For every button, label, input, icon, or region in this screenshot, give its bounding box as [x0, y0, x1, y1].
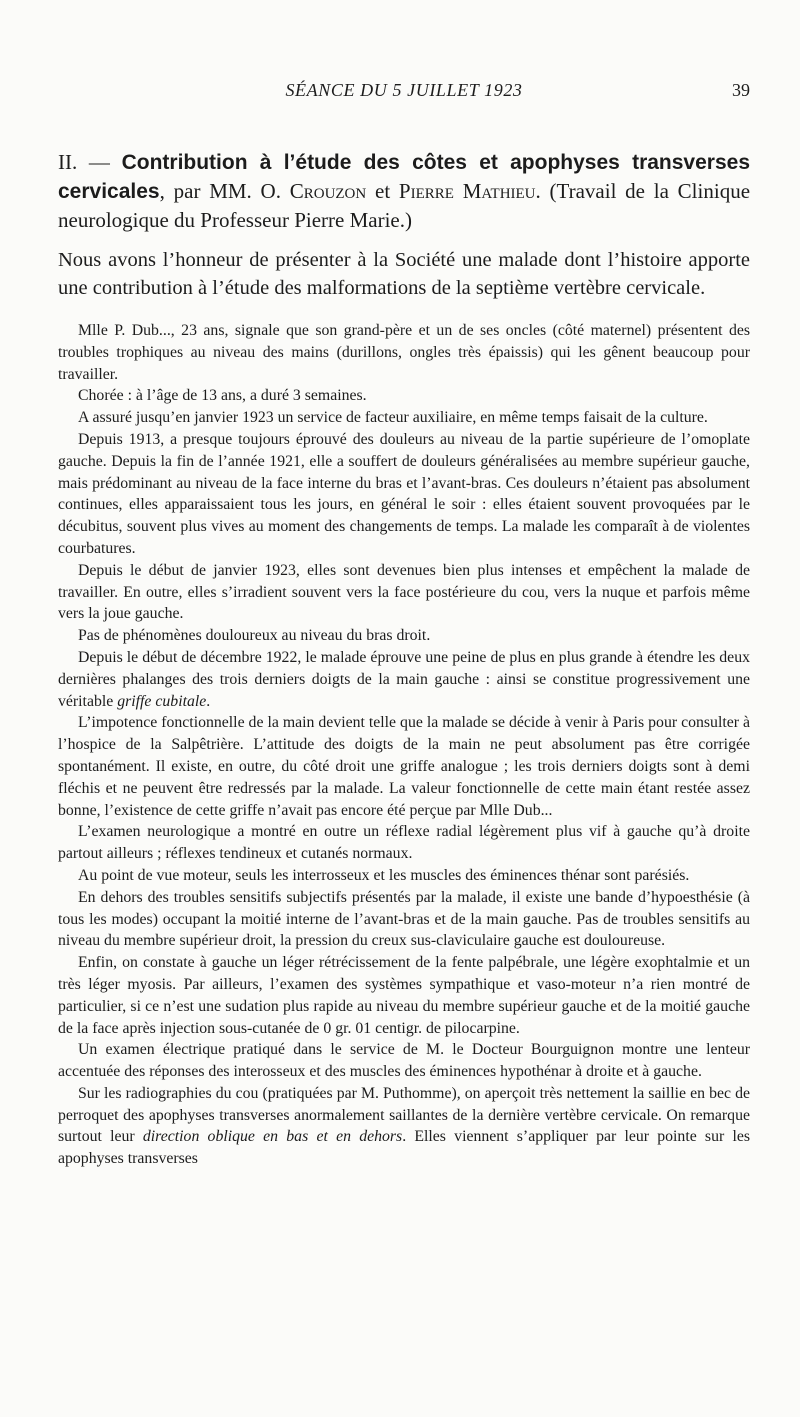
paragraph-text: L’examen neurologique a montré en outre un réflexe radial légèrement plus vif à gauche qu’à droite partout ailleurs ; réflexes tendineux et cutanés normaux. [58, 823, 750, 863]
paragraph-text: Chorée : à l’âge de 13 ans, a duré 3 semaines. [78, 387, 367, 405]
article [58, 148, 750, 1170]
paragraph-text: Depuis le début de décembre 1922, le malade éprouve une peine de plus en plus grande à étendre les deux dernières phalanges des trois derniers doigts de la main gauche : ainsi se constitue progressivement une véritable [58, 648, 750, 710]
paragraph-text: L’impotence fonctionnelle de la main devient telle que la malade se décide à venir à Paris pour consulter à l’hospice de la Salpêtrière. L’attitude des doigts de la main ne peut absolument pas être corrigée spontanément. Il existe, en outre, du côté droit une griffe analogue ; les trois derniers doigts sont à demi fléchis et ne peuvent être redressés par la malade. La valeur fonctionnelle de cette main étant restée assez bonne, l’existence de cette griffe n’avait pas encore été perçue par Mlle Dub... [58, 714, 750, 819]
body-paragraph [58, 952, 750, 1039]
paragraph-text: Sur les radiographies du cou (pratiquées par M. Puthomme), on aperçoit très nettement la saillie en bec de perroquet des apophyses transverses anormalement saillantes de la dernière vertèbre cervicale. On remarque surtout leur [58, 1084, 750, 1146]
body-paragraph [58, 560, 750, 625]
section-numeral: II. — [58, 150, 122, 174]
body-paragraph [58, 1039, 750, 1083]
body-paragraph [58, 407, 750, 429]
authors-mid: et [366, 179, 399, 203]
article-heading [58, 148, 750, 234]
italic-emphasis: direction oblique en bas et en dehors [142, 1128, 403, 1146]
author-mathieu: Pierre Mathieu [398, 179, 536, 203]
running-head [58, 80, 750, 102]
body-paragraph [58, 821, 750, 865]
body-paragraph [58, 887, 750, 952]
case-report-body [58, 320, 750, 1170]
body-paragraph [58, 647, 750, 712]
body-paragraph [58, 865, 750, 887]
body-paragraph [58, 1083, 750, 1170]
paragraph-text: Un examen électrique pratiqué dans le service de M. le Docteur Bourguignon montre une lenteur accentuée des réponses des interosseux et des muscles des éminences hypothénar à droite et à gauche. [58, 1041, 750, 1081]
paragraph-text: Depuis 1913, a presque toujours éprouvé des douleurs au niveau de la partie supérieure de l’omoplate gauche. Depuis la fin de l’année 1921, elle a souffert de douleurs généralisées au membre supérieur gauche, mais prédominant au niveau de la face interne du bras et l’avant-bras. Ces douleurs n’étaient pas absolument continues, elles apparaissaient tous les jours, en général le soir : elles étaient souvent provoquées par le décubitus, souvent plus vives au moment des changements de temps. La malade les comparaît à de violentes courbatures. [58, 430, 750, 557]
paragraph-text: Mlle P. Dub..., 23 ans, signale que son grand-père et un de ses oncles (côté maternel) présentent des troubles trophiques au niveau des mains (durillons, ongles très épaissis) qui les gênent beaucoup pour travailler. [58, 322, 750, 383]
paragraph-text: Enfin, on constate à gauche un léger rétrécissement de la fente palpébrale, une légère exophtalmie et un très léger myosis. Par ailleurs, l’examen des systèmes sympathique et vaso-moteur n’a rien montré de particulier, si ce n’est une sudation plus rapide au niveau du membre supérieur gauche et de la moitié gauche de la face après injection sous-cutanée de 0 gr. 01 centigr. de pilocarpine. [58, 954, 750, 1037]
paragraph-text: Depuis le début de janvier 1923, elles sont devenues bien plus intenses et empêchent la malade de travailler. En outre, elles s’irradient souvent vers la face postérieure du cou, vers la nuque et parfois même vers la joue gauche. [58, 561, 750, 623]
authors-prefix: , par MM. O. [159, 179, 290, 203]
paragraph-continuation: . [206, 692, 211, 710]
affiliation: . (Travail de la Clinique neurologique du Professeur Pierre Marie.) [58, 179, 751, 232]
body-paragraph [58, 385, 750, 407]
italic-emphasis: griffe cubitale [117, 692, 207, 710]
body-paragraph [58, 625, 750, 647]
paragraph-text: Au point de vue moteur, seuls les interrosseux et les muscles des éminences thénar sont parésiés. [78, 866, 690, 884]
running-head-title: SÉANCE DU 5 JUILLET 1923 [285, 80, 523, 100]
author-crouzon: Crouzon [289, 179, 367, 203]
paragraph-text: A assuré jusqu’en janvier 1923 un service de facteur auxiliaire, en même temps faisait de la culture. [78, 409, 708, 427]
paragraph-text: En dehors des troubles sensitifs subjectifs présentés par la malade, il existe une bande d’hypoesthésie (à tous les modes) occupant la moitié interne de l’avant-bras et de la main gauche. Pas de troubles sensitifs au niveau du membre supérieur droit, la pression du creux sus-claviculaire gauche est douloureuse. [58, 888, 750, 950]
paragraph-text: Pas de phénomènes douloureux au niveau du bras droit. [78, 627, 431, 645]
page-number: 39 [732, 80, 750, 100]
body-paragraph [58, 712, 750, 821]
intro-paragraph: Nous avons l’honneur de présenter à la Société une malade dont l’histoire apporte une contribution à l’étude des malformations de la septième vertèbre cervicale. [58, 249, 750, 299]
body-paragraph [58, 320, 750, 385]
body-paragraph [58, 429, 750, 560]
article-title: Contribution à l’étude des côtes et apophyses transverses cervicales [58, 151, 750, 203]
paragraph-continuation: . Elles viennent s’appliquer par leur pointe sur les apophyses transverses [58, 1128, 751, 1168]
